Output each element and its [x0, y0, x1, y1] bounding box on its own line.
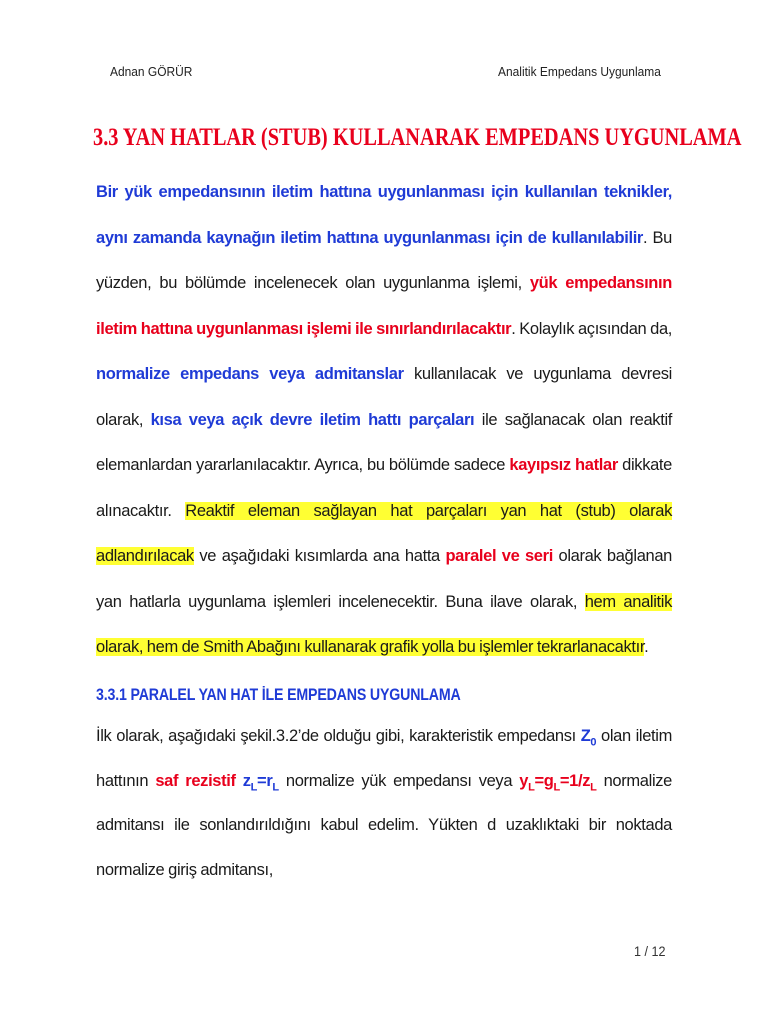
text-run [236, 772, 243, 790]
text-run: olan iletim hattının [96, 727, 673, 790]
emphasis-blue: normalize empedans veya admitanslar [96, 365, 404, 383]
text-run: ve aşağıdaki kısımlarda ana hatta [193, 547, 446, 565]
header-author: Adnan GÖRÜR [110, 64, 193, 79]
emphasis-blue: kısa veya açık devre iletim hattı parçaları [150, 410, 475, 429]
text-run: normalize yük empedansı veya [278, 771, 520, 790]
symbol-main: z [242, 771, 251, 790]
intro-paragraph [96, 170, 672, 671]
formula-yl [519, 771, 597, 793]
body-paragraph [96, 714, 672, 892]
symbol-z0 [580, 727, 597, 749]
text-run: dikkate alınacaktır. [96, 456, 672, 520]
text-run: . Kolaylık açısından da, [511, 319, 673, 338]
symbol-main: =r [257, 771, 273, 790]
symbol-main: Z [580, 727, 591, 745]
symbol-subscript: 0 [590, 736, 597, 749]
emphasis-red: saf rezistif [155, 771, 236, 790]
formula-zl [242, 771, 279, 793]
highlighted-text: hem analitik olarak, hem de Smith Abağını kullanarak grafik yolla bu işlemler tekrarlanacaktır [96, 592, 672, 656]
text-run: kullanılacak ve uygunlama devresi olarak, [96, 365, 672, 429]
symbol-subscript: L [553, 780, 560, 793]
symbol-main: =g [534, 771, 554, 790]
text-run: ile sağlanacak olan reaktif elemanlardan yararlanılacaktır. Ayrıca, bu bölümde sadece [96, 410, 672, 474]
header-doc-title: Analitik Empedans Uygunlama [498, 64, 661, 79]
text-run: . Bu yüzden, bu bölümde incelenecek olan uygunlanma işlemi, [96, 228, 673, 292]
symbol-main: y [519, 771, 529, 790]
emphasis-red: kayıpsız hatlar [509, 456, 618, 474]
subsection-title: 3.3.1 PARALEL YAN HAT İLE EMPEDANS UYGUNLAMA [96, 686, 461, 704]
text-run: normalize admitansı ile sonlandırıldığını kabul edelim. Yükten d uzaklıktaki bir noktada normalize giriş admitansı, [96, 771, 672, 879]
text-run: İlk olarak, aşağıdaki şekil.3.2’de olduğu gibi, karakteristik empedansı [96, 727, 581, 745]
section-title: 3.3 YAN HATLAR (STUB) KULLANARAK EMPEDANS UYGUNLAMA [93, 124, 742, 151]
emphasis-red: yük empedansının iletim hattına uygunlanması işlemi ile sınırlandırılacaktır [96, 274, 672, 338]
symbol-subscript: L [590, 780, 597, 793]
highlighted-text: Reaktif eleman sağlayan hat parçaları yan hat (stub) olarak adlandırılacak [96, 501, 672, 565]
emphasis-blue: Bir yük empedansının iletim hattına uygunlanması için kullanılan teknikler, aynı zamanda kaynağın iletim hattına uygunlanması için de kullanılabilir [96, 183, 672, 247]
emphasis-red: paralel ve seri [445, 547, 553, 565]
symbol-subscript: L [528, 780, 535, 793]
text-run: olarak bağlanan yan hatlarla uygunlama işlemleri incelenecektir. Buna ilave olarak, [96, 547, 672, 611]
page-number: 1 / 12 [634, 943, 666, 959]
symbol-subscript: L [250, 780, 258, 793]
symbol-subscript: L [272, 780, 279, 793]
text-run: . [644, 638, 649, 656]
symbol-main: =1/z [559, 771, 591, 790]
